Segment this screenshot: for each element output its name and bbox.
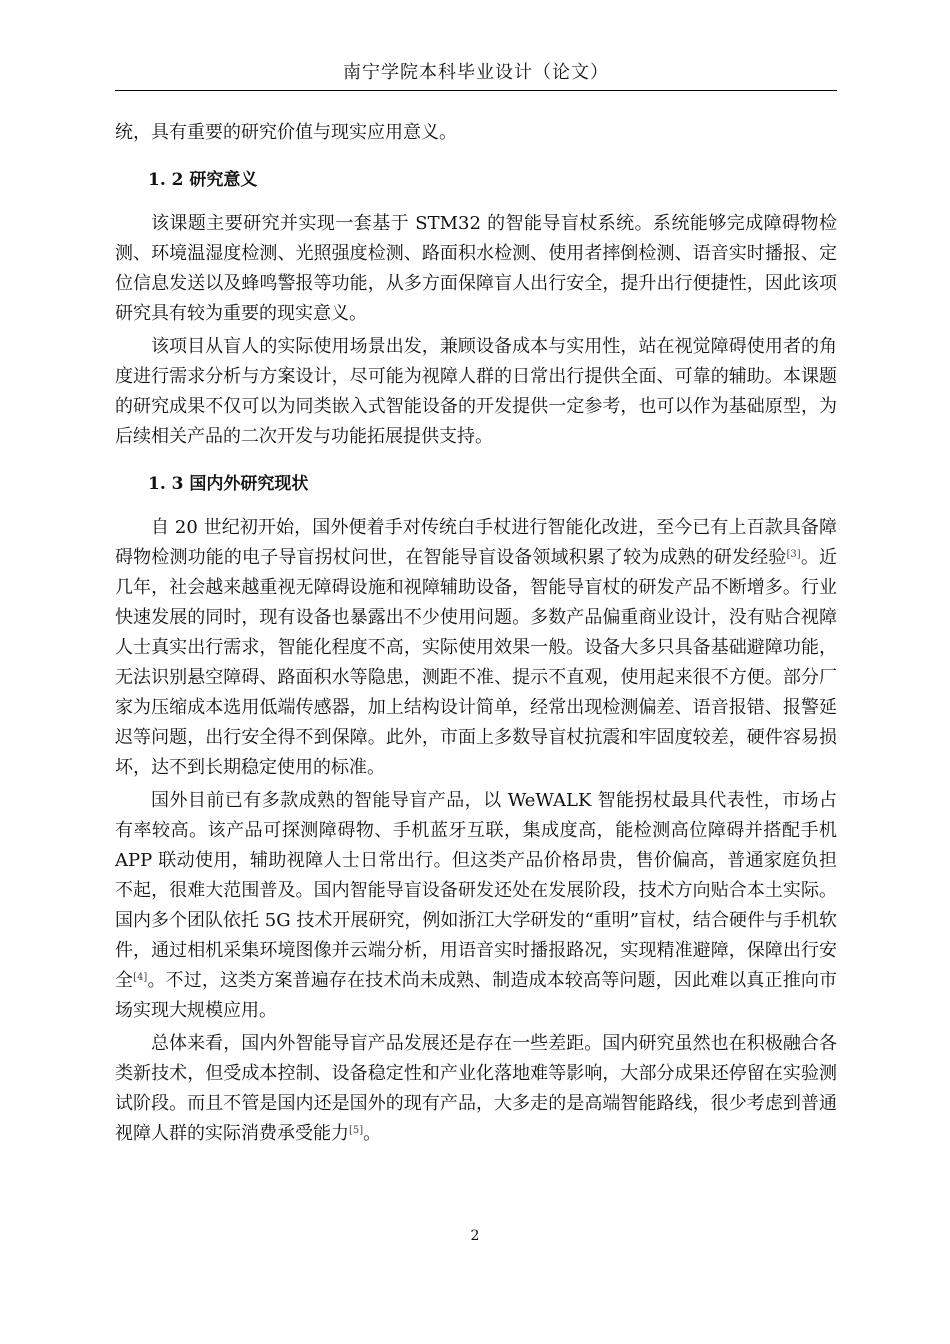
paragraph-text: 。不过，这类方案普遍存在技术尚未成熟、制造成本较高等问题，因此难以真正推向市场实现大规模应用。 — [115, 970, 838, 1021]
page-body — [115, 118, 837, 1149]
section-heading-1-3: 1. 3 国内外研究现状 — [148, 474, 309, 494]
paragraph — [115, 513, 837, 783]
paragraph — [115, 786, 837, 1026]
paragraph-text: 国外目前已有多款成熟的智能导盲产品，以 WeWALK 智能拐杖最具代表性，市场占有率较高。该产品可探测障碍物、手机蓝牙互联，集成度高，能检测高位障碍并搭配手机 APP 联动使用，辅助视障人士日常出行。但这类产品价格昂贵，售价偏高，普通家庭负担不起，很难大范围普及。国内智能导盲设备研发还处在发展阶段，技术方向贴合本土实际。国内多个团队依托 5G 技术开展研究，例如浙江大学研发的“重明”盲杖，结合硬件与手机软件，通过相机采集环境图像并云端分析，用语音实时播报路况，实现精准避障，保障出行安全 — [115, 790, 837, 991]
paragraph-text: 自 20 世纪初开始，国外便着手对传统白手杖进行智能化改进，至今已有上百款具备障碍物检测功能的电子导盲拐杖问世，在智能导盲设备领域积累了较为成熟的研发经验 — [115, 517, 837, 568]
paragraph-text: 。近几年，社会越来越重视无障碍设施和视障辅助设备，智能导盲杖的研发产品不断增多。行业快速发展的同时，现有设备也暴露出不少使用问题。多数产品偏重商业设计，没有贴合视障人士真实出行需求，智能化程度不高，实际使用效果一般。设备大多只具备基础避障功能，无法识别悬空障碍、路面积水等隐患，测距不准、提示不直观，使用起来很不方便。部分厂家为压缩成本选用低端传感器，加上结构设计简单，经常出现检测偏差、语音报错、报警延迟等问题，出行安全得不到保障。此外，市面上多数导盲杖抗震和牢固度较差，硬件容易损坏，达不到长期稳定使用的标准。 — [115, 547, 838, 778]
paragraph: 该项目从盲人的实际使用场景出发，兼顾设备成本与实用性，站在视觉障碍使用者的角度进行需求分析与方案设计，尽可能为视障人群的日常出行提供全面、可靠的辅助。本课题的研究成果不仅可以为同类嵌入式智能设备的开发提供一定参考，也可以作为基础原型，为后续相关产品的二次开发与功能拓展提供支持。 — [115, 336, 837, 447]
page-header — [115, 58, 837, 91]
header-title: 南宁学院本科毕业设计（论文） — [343, 62, 609, 83]
citation-ref: [3] — [786, 549, 801, 560]
page-number: 2 — [470, 1228, 480, 1244]
continuation-paragraph: 统，具有重要的研究价值与现实应用意义。 — [115, 122, 457, 143]
paragraph-text: 总体来看，国内外智能导盲产品发展还是存在一些差距。国内研究虽然也在积极融合各类新技术，但受成本控制、设备稳定性和产业化落地难等影响，大部分成果还停留在实验测试阶段。而且不管是国内还是国外的现有产品，大多走的是高端智能路线，很少考虑到普通视障人群的实际消费承受能力 — [115, 1033, 837, 1144]
section-heading-1-2: 1. 2 研究意义 — [148, 170, 258, 190]
citation-ref: [4] — [133, 972, 148, 983]
paragraph: 该课题主要研究并实现一套基于 STM32 的智能导盲杖系统。系统能够完成障碍物检测、环境温湿度检测、光照强度检测、路面积水检测、使用者摔倒检测、语音实时播报、定位信息发送以及蜂鸣警报等功能，从多方面保障盲人出行安全，提升出行便捷性，因此该项研究具有较为重要的现实意义。 — [115, 213, 837, 324]
citation-ref: [5] — [349, 1125, 364, 1136]
paragraph-text: 。 — [363, 1123, 382, 1144]
paragraph — [115, 1029, 837, 1149]
